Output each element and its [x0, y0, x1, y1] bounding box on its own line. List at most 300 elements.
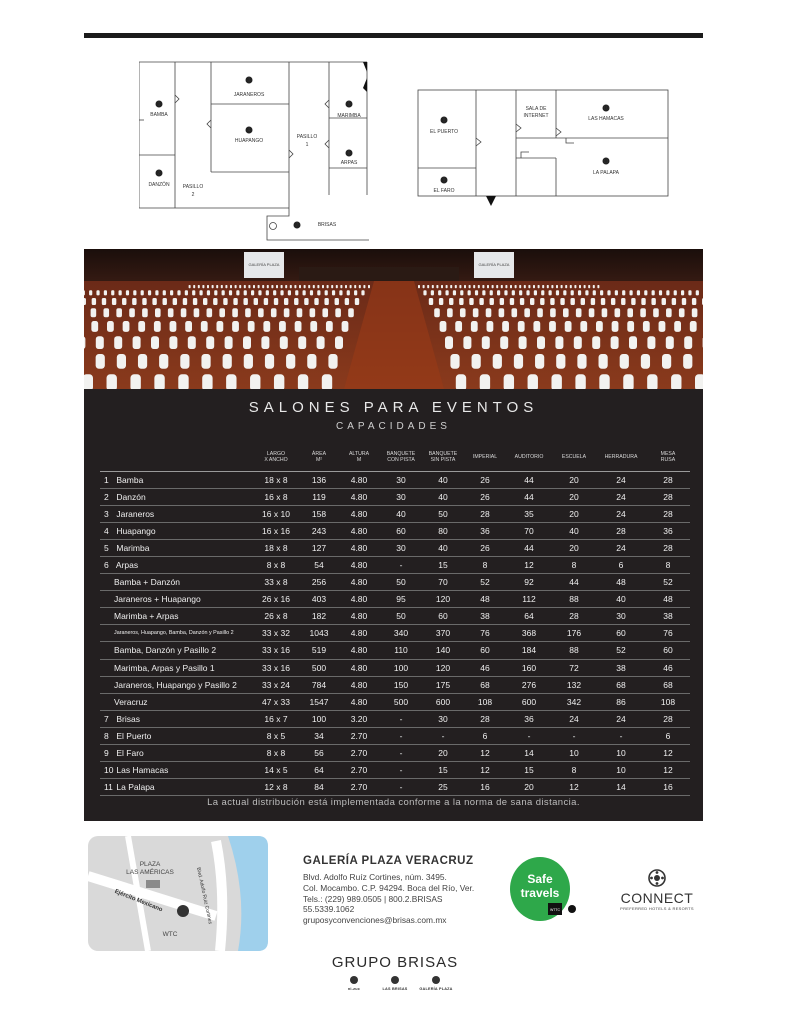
chair-80: [361, 290, 364, 295]
chair-136: [541, 290, 544, 295]
table-cell: 54: [300, 556, 338, 573]
table-cell: 100: [300, 710, 338, 727]
chair-129: [490, 290, 493, 295]
table-cell: 6: [646, 727, 690, 744]
chair-284: [533, 321, 540, 332]
table-cell: 600: [422, 693, 464, 710]
chair-217: [335, 308, 341, 317]
room-name: El Faro: [116, 748, 144, 759]
table-cell: 68: [464, 676, 506, 693]
chair-243: [499, 308, 505, 317]
chair-275: [107, 321, 114, 332]
chair-112: [126, 290, 129, 295]
chair-319: [592, 336, 600, 349]
chair-28: [239, 285, 241, 288]
table-cell: 4.80: [338, 574, 380, 591]
brand-nizuc: ni-zuc: [334, 976, 374, 991]
table-cell: 4.80: [338, 693, 380, 710]
hotel-phone: Tels.: (229) 989.0505 | 800.2.BRISAS: [303, 893, 443, 904]
chair-146: [615, 290, 618, 295]
chair-133: [519, 290, 522, 295]
table-cell: 2.70: [338, 779, 380, 796]
chair-13: [308, 285, 310, 288]
chair-232: [142, 308, 148, 317]
header-cell: MESA RUSA: [646, 443, 690, 471]
chair-207: [621, 298, 625, 305]
chair-366: [528, 374, 538, 389]
table-cell: 519: [300, 642, 338, 659]
chair-45: [441, 285, 443, 288]
chair-280: [471, 321, 478, 332]
table-row: [100, 488, 690, 505]
room-name: Veracruz: [114, 696, 148, 707]
table-row: [100, 471, 690, 488]
chair-316: [537, 336, 545, 349]
table-cell: 64: [506, 608, 552, 625]
table-cell: 30: [380, 471, 422, 488]
chair-91: [280, 290, 283, 295]
table-row: [100, 642, 690, 659]
chair-322: [647, 336, 655, 349]
table-cell: 28: [552, 608, 596, 625]
room-name: Bamba, Danzón y Pasillo 2: [114, 645, 217, 656]
chair-24: [258, 285, 260, 288]
chair-306: [151, 336, 159, 349]
room-name-cell: [100, 574, 252, 591]
chair-317: [555, 336, 563, 349]
room-name: Bamba: [116, 474, 144, 485]
table-cell: 30: [422, 710, 464, 727]
chair-365: [504, 374, 514, 389]
chair-57: [496, 285, 498, 288]
chair-363: [456, 374, 466, 389]
chair-253: [627, 308, 633, 317]
chair-339: [450, 354, 459, 369]
table-cell: 26 x 8: [252, 608, 300, 625]
table-cell: 18 x 8: [252, 471, 300, 488]
chair-170: [254, 298, 258, 305]
chair-318: [574, 336, 582, 349]
chair-349: [662, 354, 671, 369]
chair-89: [295, 290, 298, 295]
table-cell: 4.80: [338, 591, 380, 608]
table-cell: 95: [380, 591, 422, 608]
chair-192: [469, 298, 473, 305]
chair-169: [264, 298, 268, 305]
chair-152: [659, 290, 662, 295]
room-number: 4: [104, 525, 109, 536]
chair-94: [258, 290, 261, 295]
table-cell: -: [380, 745, 422, 762]
table-cell: 28: [646, 488, 690, 505]
chair-107: [163, 290, 166, 295]
connect-subtitle: PREFERRED HOTELS & RESORTS: [620, 906, 694, 911]
room-number: 2: [157, 170, 161, 177]
chair-359: [154, 374, 164, 389]
table-cell: 1043: [300, 625, 338, 642]
chair-209: [641, 298, 645, 305]
room-label: JARANEROS: [233, 92, 265, 98]
chair-62: [519, 285, 521, 288]
room-number: 2: [104, 491, 109, 502]
table-row: [100, 779, 690, 796]
table-cell: 30: [380, 539, 422, 556]
table-cell: 4.80: [338, 522, 380, 539]
chair-268: [216, 321, 223, 332]
room-number: 10: [603, 105, 609, 112]
chair-93: [266, 290, 269, 295]
chair-195: [500, 298, 504, 305]
chair-168: [274, 298, 278, 305]
table-cell: 4.80: [338, 505, 380, 522]
chair-46: [446, 285, 448, 288]
chair-290: [627, 321, 634, 332]
chair-371: [647, 374, 657, 389]
chair-201: [560, 298, 564, 305]
room-label: INTERNET: [523, 113, 549, 119]
table-cell: 150: [380, 676, 422, 693]
table-cell: 36: [506, 710, 552, 727]
chair-22: [267, 285, 269, 288]
table-cell: 3.20: [338, 710, 380, 727]
table-cell: 28: [646, 539, 690, 556]
table-cell: 4.80: [338, 642, 380, 659]
table-cell: 70: [422, 574, 464, 591]
room-number: 6: [347, 150, 351, 157]
chair-215: [702, 298, 703, 305]
chair-301: [243, 336, 251, 349]
table-cell: 72: [552, 659, 596, 676]
table-cell: 8: [552, 556, 596, 573]
table-cell: 10: [596, 745, 646, 762]
room-number: 9: [442, 177, 446, 184]
table-cell: 182: [300, 608, 338, 625]
table-cell: 16: [646, 779, 690, 796]
header-cell: BANQUETE SIN PISTA: [422, 443, 464, 471]
chair-38: [193, 285, 195, 288]
chair-115: [104, 290, 107, 295]
chair-333: [180, 354, 189, 369]
chair-347: [620, 354, 629, 369]
table-row: [100, 710, 690, 727]
table-cell: 40: [422, 488, 464, 505]
table-row: [100, 556, 690, 573]
chair-279: [455, 321, 462, 332]
capacities-panel: [84, 389, 703, 821]
table-cell: 26: [464, 471, 506, 488]
room-label: EL FARO: [433, 188, 455, 194]
chair-214: [692, 298, 696, 305]
room-name-cell: [100, 556, 252, 573]
corridor-label: PASILLO: [296, 134, 318, 140]
chair-23: [262, 285, 264, 288]
chair-12: [313, 285, 315, 288]
table-cell: -: [422, 727, 464, 744]
hotel-email[interactable]: gruposyconvenciones@brisas.com.mx: [303, 915, 447, 926]
hotel-name: GALERÍA PLAZA VERACRUZ: [303, 855, 474, 867]
table-cell: 40: [422, 471, 464, 488]
room-name: Marimba: [116, 542, 150, 553]
chair-100: [214, 290, 217, 295]
chair-111: [133, 290, 136, 295]
chair-213: [682, 298, 686, 305]
chair-202: [570, 298, 574, 305]
table-cell: 16 x 10: [252, 505, 300, 522]
chair-362: [84, 374, 93, 389]
connect-logo: [612, 868, 702, 918]
table-cell: 136: [300, 471, 338, 488]
corridor-label: PASILLO: [182, 184, 204, 190]
chair-138: [556, 290, 559, 295]
ballroom-photo: [84, 249, 703, 389]
room-number: 5: [104, 542, 109, 553]
chair-307: [133, 336, 141, 349]
table-cell: 60: [596, 625, 646, 642]
chair-10: [322, 285, 324, 288]
chair-297: [317, 336, 325, 349]
table-cell: 52: [596, 642, 646, 659]
connect-icon: [647, 868, 667, 888]
chair-329: [265, 354, 274, 369]
chair-255: [653, 308, 659, 317]
chair-35: [207, 285, 209, 288]
table-cell: -: [380, 727, 422, 744]
chair-127: [475, 290, 478, 295]
table-cell: 88: [552, 642, 596, 659]
chair-304: [188, 336, 196, 349]
chair-314: [500, 336, 508, 349]
chair-108: [155, 290, 158, 295]
room-name-cell: [100, 762, 252, 779]
table-row: [100, 693, 690, 710]
table-cell: 784: [300, 676, 338, 693]
chair-302: [225, 336, 233, 349]
table-cell: 12: [646, 762, 690, 779]
table-cell: 1547: [300, 693, 338, 710]
chair-155: [681, 290, 684, 295]
table-cell: 40: [380, 505, 422, 522]
room-number: 1: [157, 101, 161, 108]
chair-298: [298, 336, 306, 349]
chair-183: [122, 298, 126, 305]
chair-117: [89, 290, 92, 295]
chair-147: [622, 290, 625, 295]
table-cell: 86: [596, 693, 646, 710]
chair-101: [207, 290, 210, 295]
table-cell: 4.80: [338, 659, 380, 676]
chair-177: [183, 298, 187, 305]
table-cell: 16 x 8: [252, 488, 300, 505]
chair-208: [631, 298, 635, 305]
chair-247: [550, 308, 556, 317]
table-cell: 2.70: [338, 745, 380, 762]
chair-65: [533, 285, 535, 288]
table-cell: 52: [464, 574, 506, 591]
chair-200: [550, 298, 554, 305]
room-name-cell: [100, 710, 252, 727]
chair-353: [298, 374, 308, 389]
chair-308: [114, 336, 122, 349]
chair-305: [169, 336, 177, 349]
chair-73: [570, 285, 572, 288]
table-cell: 48: [464, 591, 506, 608]
chair-14: [304, 285, 306, 288]
room-name-cell: [100, 488, 252, 505]
room-name: Huapango: [116, 525, 156, 536]
chair-47: [450, 285, 452, 288]
table-cell: 76: [464, 625, 506, 642]
table-row: [100, 745, 690, 762]
table-cell: 176: [552, 625, 596, 642]
chair-71: [561, 285, 563, 288]
chair-293: [674, 321, 681, 332]
chair-331: [223, 354, 232, 369]
table-cell: 2.70: [338, 762, 380, 779]
chair-68: [547, 285, 549, 288]
table-cell: 243: [300, 522, 338, 539]
room-label: DANZÓN: [148, 182, 170, 188]
table-cell: 6: [464, 727, 506, 744]
table-cell: -: [380, 710, 422, 727]
chair-235: [103, 308, 109, 317]
chair-310: [84, 336, 85, 349]
table-cell: 120: [422, 591, 464, 608]
table-cell: 92: [506, 574, 552, 591]
chair-222: [271, 308, 277, 317]
chair-51: [469, 285, 471, 288]
table-cell: 84: [300, 779, 338, 796]
table-cell: 26: [464, 488, 506, 505]
chair-357: [202, 374, 212, 389]
room-name: El Puerto: [116, 730, 152, 741]
chair-163: [324, 298, 328, 305]
chair-216: [348, 308, 354, 317]
chair-182: [132, 298, 136, 305]
chair-219: [310, 308, 316, 317]
chair-102: [199, 290, 202, 295]
chair-211: [662, 298, 666, 305]
chair-130: [497, 290, 500, 295]
header-cell: HERRADURA: [596, 443, 646, 471]
chair-327: [307, 354, 316, 369]
chair-116: [96, 290, 99, 295]
chair-273: [138, 321, 145, 332]
room-name: Jaraneros + Huapango: [114, 594, 201, 605]
chair-123: [445, 290, 448, 295]
table-row: [100, 522, 690, 539]
chair-198: [530, 298, 534, 305]
table-cell: 60: [380, 522, 422, 539]
location-map: [88, 836, 268, 951]
table-cell: 33 x 16: [252, 659, 300, 676]
chair-151: [652, 290, 655, 295]
table-cell: 368: [506, 625, 552, 642]
chair-364: [480, 374, 490, 389]
chair-311: [445, 336, 453, 349]
chair-105: [177, 290, 180, 295]
table-row: [100, 505, 690, 522]
brand-row: [330, 976, 460, 1002]
table-cell: 48: [596, 574, 646, 591]
chair-85: [325, 290, 328, 295]
table-cell: 8 x 5: [252, 727, 300, 744]
chair-6: [340, 285, 342, 288]
chair-84: [332, 290, 335, 295]
chair-30: [230, 285, 232, 288]
room-label: ARPAS: [340, 160, 358, 166]
chair-162: [335, 298, 339, 305]
chair-104: [185, 290, 188, 295]
header-cell: ESCUELA: [552, 443, 596, 471]
table-cell: 60: [646, 642, 690, 659]
table-cell: -: [552, 727, 596, 744]
room-label: EL PUERTO: [430, 129, 458, 135]
chair-309: [96, 336, 104, 349]
table-cell: 4.80: [338, 625, 380, 642]
chair-221: [284, 308, 290, 317]
chair-227: [207, 308, 213, 317]
map-road-label: Blvd. Adolfo Ruiz Cortines: [195, 866, 213, 925]
chair-336: [117, 354, 126, 369]
chair-135: [534, 290, 537, 295]
chair-11: [317, 285, 319, 288]
table-row: [100, 608, 690, 625]
table-cell: 46: [646, 659, 690, 676]
chair-172: [233, 298, 237, 305]
chair-160: [355, 298, 359, 305]
chair-25: [253, 285, 255, 288]
table-cell: -: [380, 779, 422, 796]
chair-132: [512, 290, 515, 295]
table-cell: 4.80: [338, 676, 380, 693]
table-cell: 403: [300, 591, 338, 608]
chair-199: [540, 298, 544, 305]
table-cell: 16: [464, 779, 506, 796]
table-cell: -: [506, 727, 552, 744]
chair-52: [473, 285, 475, 288]
chair-266: [248, 321, 255, 332]
chair-180: [152, 298, 156, 305]
room-name: Marimba + Arpas: [114, 611, 179, 622]
chair-173: [223, 298, 227, 305]
chair-185: [102, 298, 106, 305]
header-cell: LARGO X ANCHO: [252, 443, 300, 471]
table-cell: 15: [506, 762, 552, 779]
chair-48: [455, 285, 457, 288]
chair-178: [173, 298, 177, 305]
chair-360: [130, 374, 140, 389]
room-name-cell: [100, 676, 252, 693]
room-name: Las Hamacas: [116, 765, 169, 776]
room-number: 5: [347, 101, 351, 108]
chair-74: [574, 285, 576, 288]
table-cell: 12: [646, 745, 690, 762]
chair-248: [563, 308, 569, 317]
table-cell: 160: [506, 659, 552, 676]
chair-276: [91, 321, 98, 332]
chair-96: [244, 290, 247, 295]
chair-258: [692, 308, 698, 317]
table-cell: 60: [464, 642, 506, 659]
table-cell: 110: [380, 642, 422, 659]
chair-72: [565, 285, 567, 288]
room-name: Danzón: [116, 491, 146, 502]
table-cell: 15: [422, 762, 464, 779]
table-cell: 10: [552, 745, 596, 762]
chair-92: [273, 290, 276, 295]
hotel-address: Blvd. Adolfo Ruíz Cortines, núm. 3495.: [303, 872, 447, 882]
chair-244: [511, 308, 517, 317]
